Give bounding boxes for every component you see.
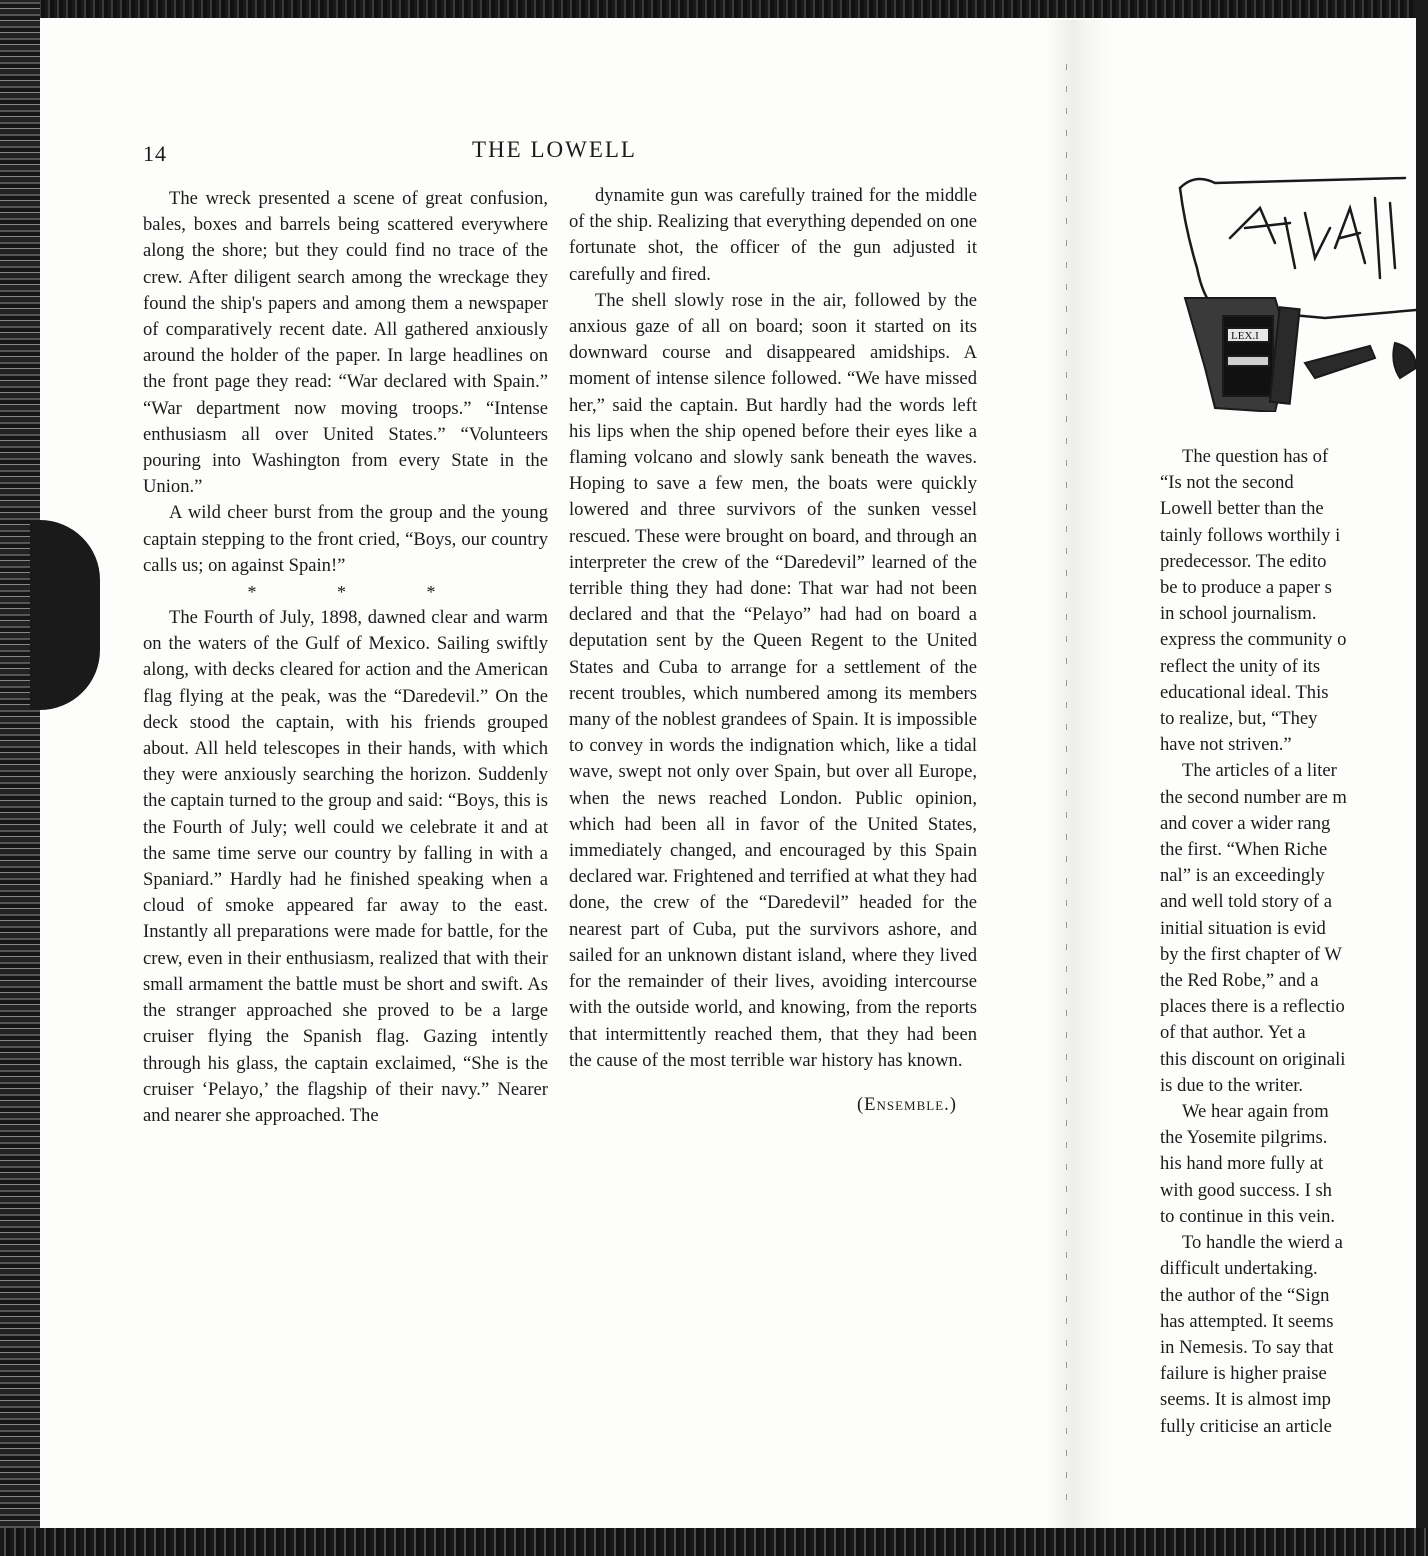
text-line: the Red Robe,” and a [1160, 970, 1319, 992]
text-line: Lowell better than the [1160, 498, 1324, 520]
text-line: fully criticise an article [1160, 1415, 1332, 1437]
text-line: “Is not the second [1160, 472, 1294, 494]
sketch-illustration [1175, 168, 1416, 412]
text-line: The articles of a liter [1182, 760, 1337, 782]
text-line: in school journalism. [1160, 603, 1317, 625]
scan-border-bottom [0, 1528, 1428, 1556]
text-line: We hear again from [1182, 1101, 1329, 1123]
text-line: places there is a reflectio [1160, 996, 1345, 1018]
scan-border-top [0, 0, 1428, 18]
page-number: 14 [143, 141, 167, 166]
text-line: the Yosemite pilgrims. [1160, 1127, 1328, 1149]
text-line: the second number are m [1160, 786, 1347, 808]
column-left [143, 186, 548, 1129]
text-line: nal” is an exceedingly [1160, 865, 1325, 887]
running-head: THE LOWELL [472, 137, 637, 162]
paragraph: dynamite gun was carefully trained for the middle of the ship. Realizing that everything depended on one fortunate shot, the officer of the gun adjusted it carefully and fired. [569, 185, 977, 285]
text-line: have not striven.” [1160, 734, 1292, 756]
text-line: has attempted. It seems [1160, 1310, 1334, 1332]
book-gutter [1045, 20, 1115, 1528]
paragraph: The wreck presented a scene of great confusion, bales, boxes and barrels being scattered everywhere along the shore; but they could find no trace of the crew. After diligent search among the wreckage they found the ship's papers and among them a newspaper of comparatively recent date. All gathered anxiously around the holder of the paper. In large headlines on the front page they read: “War declared with Spain.” “War department now moving troops.” “Intense enthusiasm all over United States.” “Volunteers pouring into Washington from every State in the Union.” [143, 188, 548, 498]
scan-border-right [1416, 0, 1428, 1556]
text-line: To handle the wierd a [1182, 1232, 1343, 1254]
text-line: the author of the “Sign [1160, 1284, 1330, 1306]
text-line: The question has of [1182, 446, 1329, 467]
text-line: of that author. Yet a [1160, 1022, 1306, 1044]
text-line: failure is higher praise [1160, 1363, 1327, 1385]
text-line: to realize, but, “They [1160, 708, 1318, 730]
text-line: his hand more fully at [1160, 1153, 1324, 1175]
text-line: with good success. I sh [1160, 1179, 1332, 1201]
text-line: reflect the unity of its [1160, 655, 1321, 677]
scan-border-left [0, 0, 40, 1556]
text-line: is due to the writer. [1160, 1074, 1304, 1096]
author-signature: (Ensemble.) [856, 1093, 957, 1115]
text-line: and well told story of a [1160, 891, 1332, 913]
text-line: express the community o [1160, 629, 1347, 651]
text-line: predecessor. The edito [1160, 550, 1327, 572]
text-line: by the first chapter of W [1160, 943, 1342, 965]
text-line: educational ideal. This [1160, 681, 1329, 703]
text-line: tainly follows worthily i [1160, 524, 1341, 546]
section-separator: * * * [247, 582, 474, 603]
text-line: and cover a wider rang [1160, 812, 1331, 834]
text-line: in Nemesis. To say that [1160, 1336, 1334, 1358]
column-middle [569, 183, 977, 1118]
scan-shadow-blob [30, 520, 100, 710]
column-right-cropped [1160, 444, 1416, 1440]
gutter-fold-line [1066, 60, 1067, 1500]
book-spine-label: LEX.I [1231, 330, 1259, 342]
text-line: seems. It is almost imp [1160, 1389, 1331, 1411]
paragraph: The shell slowly rose in the air, followed by the anxious gaze of all on board; soon it started on its downward course and disappeared amidships. A moment of intense silence followed. “We have missed her,” said the captain. But hardly had the words left his lips when the ship opened before their eyes like a flaming volcano and slowly sank beneath the waves. Hoping to save a few men, the boats were quickly lowered and three survivors of the sunken vessel rescued. These were brought on board, and through an interpreter the crew of the “Daredevil” learned of the terrible thing they had done: That war had not been declared and that the “Pelayo” had had on board a deputation sent by the Queen Regent to the United States and Cuba to arrange for a settlement of the recent troubles, which numbered among its members many of the noblest grandees of Spain. It is impossible to convey in words the indignation which, like a tidal wave, swept not only over Spain, but over all Europe, when the news reached London. Public opinion, which had been all in favor of the United States, immediately changed, and encouraged by this Spain declared war. Frightened and terrified at what they had done, the crew of the “Daredevil” headed for the nearest part of Cuba, put the survivors ashore, and sailed for an unknown distant island, where they lived for the remainder of their lives, avoiding intercourse with the outside world, and knowing, from the reports that intermittently reached them, that they had been the cause of the most terrible war history has known. [569, 289, 977, 1071]
paragraph: The Fourth of July, 1898, dawned clear and warm on the waters of the Gulf of Mexico. Sailing swiftly along, with decks cleared for action and the American flag flying at the peak, was the “Daredevil.” On the deck stood the captain, with his friends grouped about. All held telescopes in their hands, with which they were anxiously searching the horizon. Suddenly the captain turned to the group and said: “Boys, this is the Fourth of July; well could we celebrate it and at the same time serve our country by falling in with a Spaniard.” Hardly had he finished speaking when a cloud of smoke appeared far away to the east. Instantly all preparations were made for battle, for the crew, even in their enthusiasm, realized that with their small armament the battle must be short and swift. As the stranger approached she proved to be a large cruiser flying the Spanish flag. Gazing intently through his glass, the captain exclaimed, “She is the cruiser ‘Pelayo,’ the flagship of their navy.” Nearer and nearer she approached. The [143, 607, 548, 1126]
text-line: difficult undertaking. [1160, 1258, 1318, 1280]
text-line: the first. “When Riche [1160, 839, 1328, 861]
text-line: be to produce a paper s [1160, 577, 1332, 599]
paragraph: A wild cheer burst from the group and the young captain stepping to the front cried, “Boys, our country calls us; on against Spain!” [143, 502, 548, 576]
text-line: to continue in this vein. [1160, 1205, 1336, 1227]
text-line: this discount on originali [1160, 1048, 1346, 1070]
text-line: initial situation is evid [1160, 917, 1326, 939]
